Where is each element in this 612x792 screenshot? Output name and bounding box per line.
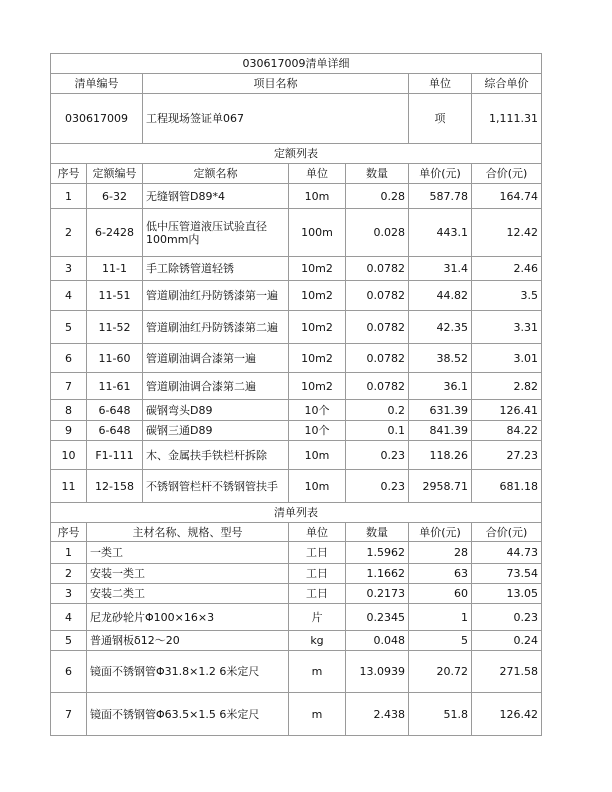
quota-row: [51, 184, 542, 209]
unit-price-cell: 443.1: [409, 209, 472, 257]
total-price-cell: 44.73: [472, 542, 542, 564]
quantity-cell: 2.438: [346, 693, 409, 736]
unit-price-cell: 28: [409, 542, 472, 564]
seq-cell: 4: [51, 281, 87, 311]
material-header-cell: 合价(元): [472, 523, 542, 542]
seq-cell: 2: [51, 564, 87, 584]
seq-cell: 4: [51, 604, 87, 631]
quota-name-cell: 手工除锈管道轻锈: [143, 257, 289, 281]
quota-row: [51, 373, 542, 400]
quota-row: [51, 311, 542, 344]
quota-code-cell: 11-60: [87, 344, 143, 373]
material-header-cell: 数量: [346, 523, 409, 542]
unit-cell: 片: [289, 604, 346, 631]
unit-price-cell: 36.1: [409, 373, 472, 400]
quota-code-cell: 11-51: [87, 281, 143, 311]
total-price-cell: 84.22: [472, 421, 542, 441]
unit-cell: 工日: [289, 542, 346, 564]
material-row: [51, 604, 542, 631]
quantity-cell: 0.2345: [346, 604, 409, 631]
material-header-cell: 单位: [289, 523, 346, 542]
unit-price-cell: 44.82: [409, 281, 472, 311]
quota-row: [51, 209, 542, 257]
bill-detail-table: [50, 53, 542, 736]
seq-cell: 5: [51, 311, 87, 344]
quota-name-cell: 管道刷油红丹防锈漆第一遍: [143, 281, 289, 311]
material-row: [51, 651, 542, 693]
total-price-cell: 0.23: [472, 604, 542, 631]
total-price-cell: 3.01: [472, 344, 542, 373]
quantity-cell: 0.23: [346, 470, 409, 503]
unit-price-cell: 841.39: [409, 421, 472, 441]
unit-cell: 100m: [289, 209, 346, 257]
total-price-cell: 3.5: [472, 281, 542, 311]
quota-code-cell: 6-648: [87, 400, 143, 421]
material-row: [51, 584, 542, 604]
total-price-cell: 73.54: [472, 564, 542, 584]
quota-code-cell: 11-52: [87, 311, 143, 344]
seq-cell: 3: [51, 257, 87, 281]
material-section-title-row: [51, 503, 542, 523]
total-price-cell: 3.31: [472, 311, 542, 344]
material-header-cell: 主材名称、规格、型号: [87, 523, 289, 542]
item-code: 030617009: [51, 94, 143, 144]
seq-cell: 1: [51, 184, 87, 209]
unit-price-cell: 20.72: [409, 651, 472, 693]
seq-cell: 9: [51, 421, 87, 441]
total-price-cell: 0.24: [472, 631, 542, 651]
header-code: 清单编号: [51, 74, 143, 94]
unit-cell: 10m2: [289, 281, 346, 311]
unit-price-cell: 42.35: [409, 311, 472, 344]
unit-cell: kg: [289, 631, 346, 651]
quota-name-cell: 碳钢弯头D89: [143, 400, 289, 421]
quota-header-cell: 定额编号: [87, 164, 143, 184]
quantity-cell: 0.2: [346, 400, 409, 421]
material-row: [51, 693, 542, 736]
quantity-cell: 1.5962: [346, 542, 409, 564]
quota-row: [51, 470, 542, 503]
unit-cell: 10个: [289, 421, 346, 441]
quantity-cell: 0.0782: [346, 281, 409, 311]
material-name-cell: 安装一类工: [87, 564, 289, 584]
material-name-cell: 尼龙砂轮片Φ100×16×3: [87, 604, 289, 631]
quota-header-cell: 单价(元): [409, 164, 472, 184]
quantity-cell: 0.0782: [346, 373, 409, 400]
seq-cell: 10: [51, 441, 87, 470]
seq-cell: 6: [51, 344, 87, 373]
quota-header-cell: 合价(元): [472, 164, 542, 184]
total-price-cell: 2.82: [472, 373, 542, 400]
material-header-cell: 单价(元): [409, 523, 472, 542]
unit-price-cell: 63: [409, 564, 472, 584]
quota-code-cell: 6-2428: [87, 209, 143, 257]
quota-code-cell: 6-648: [87, 421, 143, 441]
quantity-cell: 0.0782: [346, 311, 409, 344]
unit-cell: 工日: [289, 584, 346, 604]
total-price-cell: 126.41: [472, 400, 542, 421]
unit-price-cell: 2958.71: [409, 470, 472, 503]
quota-name-cell: 不锈钢管栏杆不锈钢管扶手: [143, 470, 289, 503]
quota-code-cell: 11-1: [87, 257, 143, 281]
unit-price-cell: 31.4: [409, 257, 472, 281]
header-price: 综合单价: [472, 74, 542, 94]
header-name: 项目名称: [143, 74, 409, 94]
material-name-cell: 安装二类工: [87, 584, 289, 604]
seq-cell: 8: [51, 400, 87, 421]
total-price-cell: 681.18: [472, 470, 542, 503]
quantity-cell: 0.2173: [346, 584, 409, 604]
unit-price-cell: 1: [409, 604, 472, 631]
unit-cell: 工日: [289, 564, 346, 584]
seq-cell: 7: [51, 373, 87, 400]
material-row: [51, 542, 542, 564]
unit-price-cell: 118.26: [409, 441, 472, 470]
total-price-cell: 164.74: [472, 184, 542, 209]
material-row: [51, 631, 542, 651]
quantity-cell: 13.0939: [346, 651, 409, 693]
quantity-cell: 0.028: [346, 209, 409, 257]
material-name-cell: 镜面不锈钢管Φ31.8×1.2 6米定尺: [87, 651, 289, 693]
quantity-cell: 0.28: [346, 184, 409, 209]
unit-price-cell: 631.39: [409, 400, 472, 421]
table-title: 030617009清单详细: [51, 54, 542, 74]
header-unit: 单位: [409, 74, 472, 94]
unit-cell: 10m2: [289, 257, 346, 281]
total-price-cell: 13.05: [472, 584, 542, 604]
seq-cell: 3: [51, 584, 87, 604]
quota-name-cell: 管道刷油调合漆第一遍: [143, 344, 289, 373]
seq-cell: 2: [51, 209, 87, 257]
material-row: [51, 564, 542, 584]
seq-cell: 6: [51, 651, 87, 693]
unit-price-cell: 587.78: [409, 184, 472, 209]
quota-row: [51, 400, 542, 421]
quantity-cell: 0.1: [346, 421, 409, 441]
material-header-cell: 序号: [51, 523, 87, 542]
unit-price-cell: 51.8: [409, 693, 472, 736]
quota-header-cell: 数量: [346, 164, 409, 184]
quota-name-cell: 木、金属扶手铁栏杆拆除: [143, 441, 289, 470]
unit-price-cell: 60: [409, 584, 472, 604]
material-section-title: 清单列表: [51, 503, 542, 523]
item-name: 工程现场签证单067: [143, 94, 409, 144]
quantity-cell: 0.0782: [346, 344, 409, 373]
total-price-cell: 271.58: [472, 651, 542, 693]
quota-row: [51, 441, 542, 470]
total-price-cell: 12.42: [472, 209, 542, 257]
quota-header-cell: 单位: [289, 164, 346, 184]
quota-name-cell: 低中压管道液压试验直径100mm内: [143, 209, 289, 257]
unit-cell: m: [289, 693, 346, 736]
quota-header-cell: 定额名称: [143, 164, 289, 184]
seq-cell: 11: [51, 470, 87, 503]
total-price-cell: 2.46: [472, 257, 542, 281]
unit-price-cell: 38.52: [409, 344, 472, 373]
quota-header-cell: 序号: [51, 164, 87, 184]
seq-cell: 1: [51, 542, 87, 564]
quota-row: [51, 344, 542, 373]
unit-cell: 10个: [289, 400, 346, 421]
unit-cell: 10m: [289, 441, 346, 470]
quota-name-cell: 管道刷油调合漆第二遍: [143, 373, 289, 400]
quantity-cell: 0.23: [346, 441, 409, 470]
material-name-cell: 普通钢板δ12～20: [87, 631, 289, 651]
quota-row: [51, 281, 542, 311]
quota-header-row: [51, 164, 542, 184]
material-name-cell: 镜面不锈钢管Φ63.5×1.5 6米定尺: [87, 693, 289, 736]
quantity-cell: 0.048: [346, 631, 409, 651]
item-unit: 项: [409, 94, 472, 144]
item-price: 1,111.31: [472, 94, 542, 144]
quota-row: [51, 257, 542, 281]
unit-cell: 10m2: [289, 311, 346, 344]
quota-name-cell: 无缝钢管D89*4: [143, 184, 289, 209]
unit-cell: 10m2: [289, 373, 346, 400]
unit-cell: 10m: [289, 184, 346, 209]
seq-cell: 5: [51, 631, 87, 651]
material-header-row: [51, 523, 542, 542]
unit-cell: 10m2: [289, 344, 346, 373]
total-price-cell: 126.42: [472, 693, 542, 736]
quota-row: [51, 421, 542, 441]
quantity-cell: 1.1662: [346, 564, 409, 584]
unit-price-cell: 5: [409, 631, 472, 651]
quota-code-cell: 12-158: [87, 470, 143, 503]
quota-section-title: 定额列表: [51, 144, 542, 164]
quota-code-cell: 11-61: [87, 373, 143, 400]
quota-code-cell: F1-111: [87, 441, 143, 470]
quota-name-cell: 碳钢三通D89: [143, 421, 289, 441]
quota-code-cell: 6-32: [87, 184, 143, 209]
quota-name-cell: 管道刷油红丹防锈漆第二遍: [143, 311, 289, 344]
unit-cell: 10m: [289, 470, 346, 503]
quantity-cell: 0.0782: [346, 257, 409, 281]
unit-cell: m: [289, 651, 346, 693]
seq-cell: 7: [51, 693, 87, 736]
total-price-cell: 27.23: [472, 441, 542, 470]
material-name-cell: 一类工: [87, 542, 289, 564]
